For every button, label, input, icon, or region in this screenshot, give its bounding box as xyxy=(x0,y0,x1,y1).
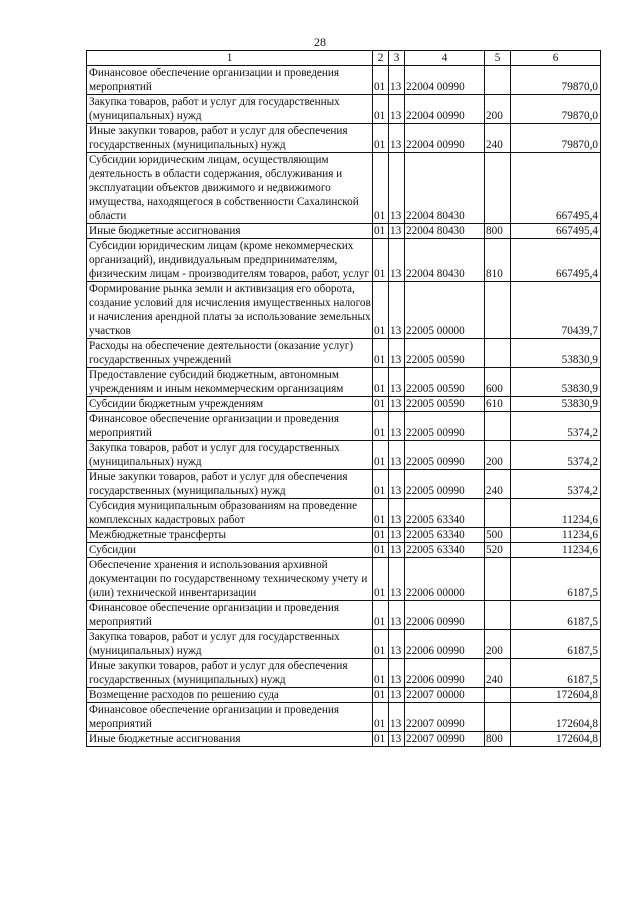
target-article-cell: 22005 63340 xyxy=(405,528,485,543)
subsection-code-cell: 13 xyxy=(389,601,405,630)
subsection-code-cell: 13 xyxy=(389,124,405,153)
amount-cell: 79870,0 xyxy=(511,95,601,124)
table-row xyxy=(87,499,601,528)
section-code-cell: 01 xyxy=(373,470,389,499)
target-article-cell: 22005 00590 xyxy=(405,339,485,368)
table-row xyxy=(87,703,601,732)
target-article-cell: 22005 00990 xyxy=(405,441,485,470)
table-row xyxy=(87,66,601,95)
target-article-cell: 22004 80430 xyxy=(405,224,485,239)
section-code-cell: 01 xyxy=(373,543,389,558)
expense-type-cell: 200 xyxy=(485,95,511,124)
section-code-cell: 01 xyxy=(373,66,389,95)
section-code-cell: 01 xyxy=(373,95,389,124)
amount-cell: 5374,2 xyxy=(511,412,601,441)
table-row xyxy=(87,558,601,601)
expense-name-cell: Закупка товаров, работ и услуг для государственных (муниципальных) нужд xyxy=(87,95,373,124)
expense-type-cell: 500 xyxy=(485,528,511,543)
table-body xyxy=(87,66,601,747)
expense-type-cell: 240 xyxy=(485,124,511,153)
column-header-3: 3 xyxy=(389,51,405,66)
expense-type-cell xyxy=(485,412,511,441)
target-article-cell: 22007 00990 xyxy=(405,703,485,732)
expense-name-cell: Иные закупки товаров, работ и услуг для обеспечения государственных (муниципальных) нужд xyxy=(87,470,373,499)
expense-name-cell: Субсидии юридическим лицам (кроме некоммерческих организаций), индивидуальным предпринимателям, физическим лицам - производителям товаров, работ, услуг xyxy=(87,239,373,282)
budget-table xyxy=(86,50,601,747)
amount-cell: 6187,5 xyxy=(511,558,601,601)
subsection-code-cell: 13 xyxy=(389,470,405,499)
section-code-cell: 01 xyxy=(373,499,389,528)
target-article-cell: 22006 00990 xyxy=(405,601,485,630)
amount-cell: 11234,6 xyxy=(511,499,601,528)
expense-name-cell: Формирование рынка земли и активизация его оборота, создание условий для исчисления имущественных налогов и начисления арендной платы за использование земельных участков xyxy=(87,282,373,339)
section-code-cell: 01 xyxy=(373,732,389,747)
expense-name-cell: Финансовое обеспечение организации и проведения мероприятий xyxy=(87,703,373,732)
expense-type-cell xyxy=(485,601,511,630)
table-row xyxy=(87,470,601,499)
amount-cell: 11234,6 xyxy=(511,543,601,558)
expense-type-cell xyxy=(485,153,511,224)
expense-name-cell: Иные закупки товаров, работ и услуг для обеспечения государственных (муниципальных) нужд xyxy=(87,124,373,153)
subsection-code-cell: 13 xyxy=(389,688,405,703)
target-article-cell: 22005 00000 xyxy=(405,282,485,339)
target-article-cell: 22006 00990 xyxy=(405,630,485,659)
subsection-code-cell: 13 xyxy=(389,558,405,601)
target-article-cell: 22007 00000 xyxy=(405,688,485,703)
page-number: 28 xyxy=(314,35,326,49)
subsection-code-cell: 13 xyxy=(389,153,405,224)
table-row xyxy=(87,543,601,558)
subsection-code-cell: 13 xyxy=(389,441,405,470)
amount-cell: 53830,9 xyxy=(511,397,601,412)
table-row xyxy=(87,224,601,239)
amount-cell: 667495,4 xyxy=(511,239,601,282)
expense-name-cell: Обеспечение хранения и использования архивной документации по государственному техническому учету и (или) технической инвентаризации xyxy=(87,558,373,601)
target-article-cell: 22005 63340 xyxy=(405,543,485,558)
subsection-code-cell: 13 xyxy=(389,528,405,543)
column-header-1: 1 xyxy=(87,51,373,66)
column-header-5: 5 xyxy=(485,51,511,66)
section-code-cell: 01 xyxy=(373,659,389,688)
expense-name-cell: Финансовое обеспечение организации и проведения мероприятий xyxy=(87,412,373,441)
target-article-cell: 22004 00990 xyxy=(405,95,485,124)
subsection-code-cell: 13 xyxy=(389,282,405,339)
section-code-cell: 01 xyxy=(373,339,389,368)
table-row xyxy=(87,397,601,412)
expense-name-cell: Субсидия муниципальным образованиям на проведение комплексных кадастровых работ xyxy=(87,499,373,528)
target-article-cell: 22004 00990 xyxy=(405,66,485,95)
column-header-4: 4 xyxy=(405,51,485,66)
expense-name-cell: Иные закупки товаров, работ и услуг для обеспечения государственных (муниципальных) нужд xyxy=(87,659,373,688)
target-article-cell: 22004 00990 xyxy=(405,124,485,153)
subsection-code-cell: 13 xyxy=(389,630,405,659)
expense-type-cell: 240 xyxy=(485,470,511,499)
table-row xyxy=(87,659,601,688)
section-code-cell: 01 xyxy=(373,368,389,397)
table-row xyxy=(87,601,601,630)
amount-cell: 11234,6 xyxy=(511,528,601,543)
expense-name-cell: Иные бюджетные ассигнования xyxy=(87,732,373,747)
table-row xyxy=(87,368,601,397)
expense-name-cell: Иные бюджетные ассигнования xyxy=(87,224,373,239)
section-code-cell: 01 xyxy=(373,630,389,659)
target-article-cell: 22005 63340 xyxy=(405,499,485,528)
amount-cell: 70439,7 xyxy=(511,282,601,339)
amount-cell: 667495,4 xyxy=(511,153,601,224)
expense-type-cell: 610 xyxy=(485,397,511,412)
expense-name-cell: Возмещение расходов по решению суда xyxy=(87,688,373,703)
subsection-code-cell: 13 xyxy=(389,732,405,747)
table-row xyxy=(87,239,601,282)
expense-name-cell: Субсидии xyxy=(87,543,373,558)
table-row xyxy=(87,688,601,703)
amount-cell: 6187,5 xyxy=(511,601,601,630)
section-code-cell: 01 xyxy=(373,224,389,239)
table-row xyxy=(87,282,601,339)
amount-cell: 5374,2 xyxy=(511,441,601,470)
amount-cell: 172604,8 xyxy=(511,732,601,747)
target-article-cell: 22005 00590 xyxy=(405,397,485,412)
expense-name-cell: Расходы на обеспечение деятельности (оказание услуг) государственных учреждений xyxy=(87,339,373,368)
target-article-cell: 22006 00000 xyxy=(405,558,485,601)
section-code-cell: 01 xyxy=(373,282,389,339)
expense-type-cell xyxy=(485,66,511,95)
target-article-cell: 22005 00990 xyxy=(405,412,485,441)
amount-cell: 79870,0 xyxy=(511,66,601,95)
section-code-cell: 01 xyxy=(373,703,389,732)
target-article-cell: 22005 00990 xyxy=(405,470,485,499)
table-row xyxy=(87,441,601,470)
header-row xyxy=(87,51,601,66)
expense-name-cell: Субсидии бюджетным учреждениям xyxy=(87,397,373,412)
expense-name-cell: Закупка товаров, работ и услуг для государственных (муниципальных) нужд xyxy=(87,630,373,659)
table-row xyxy=(87,153,601,224)
expense-type-cell: 200 xyxy=(485,630,511,659)
subsection-code-cell: 13 xyxy=(389,397,405,412)
table-row xyxy=(87,339,601,368)
expense-type-cell: 800 xyxy=(485,732,511,747)
target-article-cell: 22004 80430 xyxy=(405,153,485,224)
expense-type-cell: 800 xyxy=(485,224,511,239)
expense-name-cell: Межбюджетные трансферты xyxy=(87,528,373,543)
target-article-cell: 22007 00990 xyxy=(405,732,485,747)
subsection-code-cell: 13 xyxy=(389,412,405,441)
table-row xyxy=(87,630,601,659)
section-code-cell: 01 xyxy=(373,441,389,470)
expense-name-cell: Закупка товаров, работ и услуг для государственных (муниципальных) нужд xyxy=(87,441,373,470)
column-header-6: 6 xyxy=(511,51,601,66)
section-code-cell: 01 xyxy=(373,239,389,282)
amount-cell: 6187,5 xyxy=(511,630,601,659)
expense-name-cell: Субсидии юридическим лицам, осуществляющим деятельность в области содержания, обслуживания и эксплуатации объектов движимого и недвижимого имущества, находящегося в собственности Сахалинской области xyxy=(87,153,373,224)
amount-cell: 53830,9 xyxy=(511,368,601,397)
amount-cell: 172604,8 xyxy=(511,703,601,732)
subsection-code-cell: 13 xyxy=(389,239,405,282)
column-header-2: 2 xyxy=(373,51,389,66)
expense-type-cell: 810 xyxy=(485,239,511,282)
section-code-cell: 01 xyxy=(373,688,389,703)
amount-cell: 5374,2 xyxy=(511,470,601,499)
table-row xyxy=(87,732,601,747)
table-row xyxy=(87,528,601,543)
table-header xyxy=(87,51,601,66)
section-code-cell: 01 xyxy=(373,153,389,224)
subsection-code-cell: 13 xyxy=(389,703,405,732)
section-code-cell: 01 xyxy=(373,124,389,153)
subsection-code-cell: 13 xyxy=(389,224,405,239)
subsection-code-cell: 13 xyxy=(389,368,405,397)
amount-cell: 172604,8 xyxy=(511,688,601,703)
section-code-cell: 01 xyxy=(373,397,389,412)
subsection-code-cell: 13 xyxy=(389,66,405,95)
table-row xyxy=(87,412,601,441)
amount-cell: 79870,0 xyxy=(511,124,601,153)
amount-cell: 53830,9 xyxy=(511,339,601,368)
subsection-code-cell: 13 xyxy=(389,659,405,688)
table-row xyxy=(87,124,601,153)
table-row xyxy=(87,95,601,124)
section-code-cell: 01 xyxy=(373,528,389,543)
expense-type-cell xyxy=(485,339,511,368)
expense-type-cell xyxy=(485,282,511,339)
expense-type-cell: 520 xyxy=(485,543,511,558)
expense-type-cell xyxy=(485,558,511,601)
expense-name-cell: Финансовое обеспечение организации и проведения мероприятий xyxy=(87,601,373,630)
target-article-cell: 22004 80430 xyxy=(405,239,485,282)
expense-type-cell: 600 xyxy=(485,368,511,397)
expense-type-cell xyxy=(485,499,511,528)
expense-type-cell xyxy=(485,703,511,732)
target-article-cell: 22005 00590 xyxy=(405,368,485,397)
target-article-cell: 22006 00990 xyxy=(405,659,485,688)
expense-type-cell: 200 xyxy=(485,441,511,470)
expense-type-cell xyxy=(485,688,511,703)
amount-cell: 667495,4 xyxy=(511,224,601,239)
section-code-cell: 01 xyxy=(373,558,389,601)
section-code-cell: 01 xyxy=(373,412,389,441)
subsection-code-cell: 13 xyxy=(389,95,405,124)
expense-name-cell: Финансовое обеспечение организации и проведения мероприятий xyxy=(87,66,373,95)
expense-type-cell: 240 xyxy=(485,659,511,688)
amount-cell: 6187,5 xyxy=(511,659,601,688)
subsection-code-cell: 13 xyxy=(389,543,405,558)
subsection-code-cell: 13 xyxy=(389,499,405,528)
subsection-code-cell: 13 xyxy=(389,339,405,368)
expense-name-cell: Предоставление субсидий бюджетным, автономным учреждениям и иным некоммерческим организациям xyxy=(87,368,373,397)
section-code-cell: 01 xyxy=(373,601,389,630)
